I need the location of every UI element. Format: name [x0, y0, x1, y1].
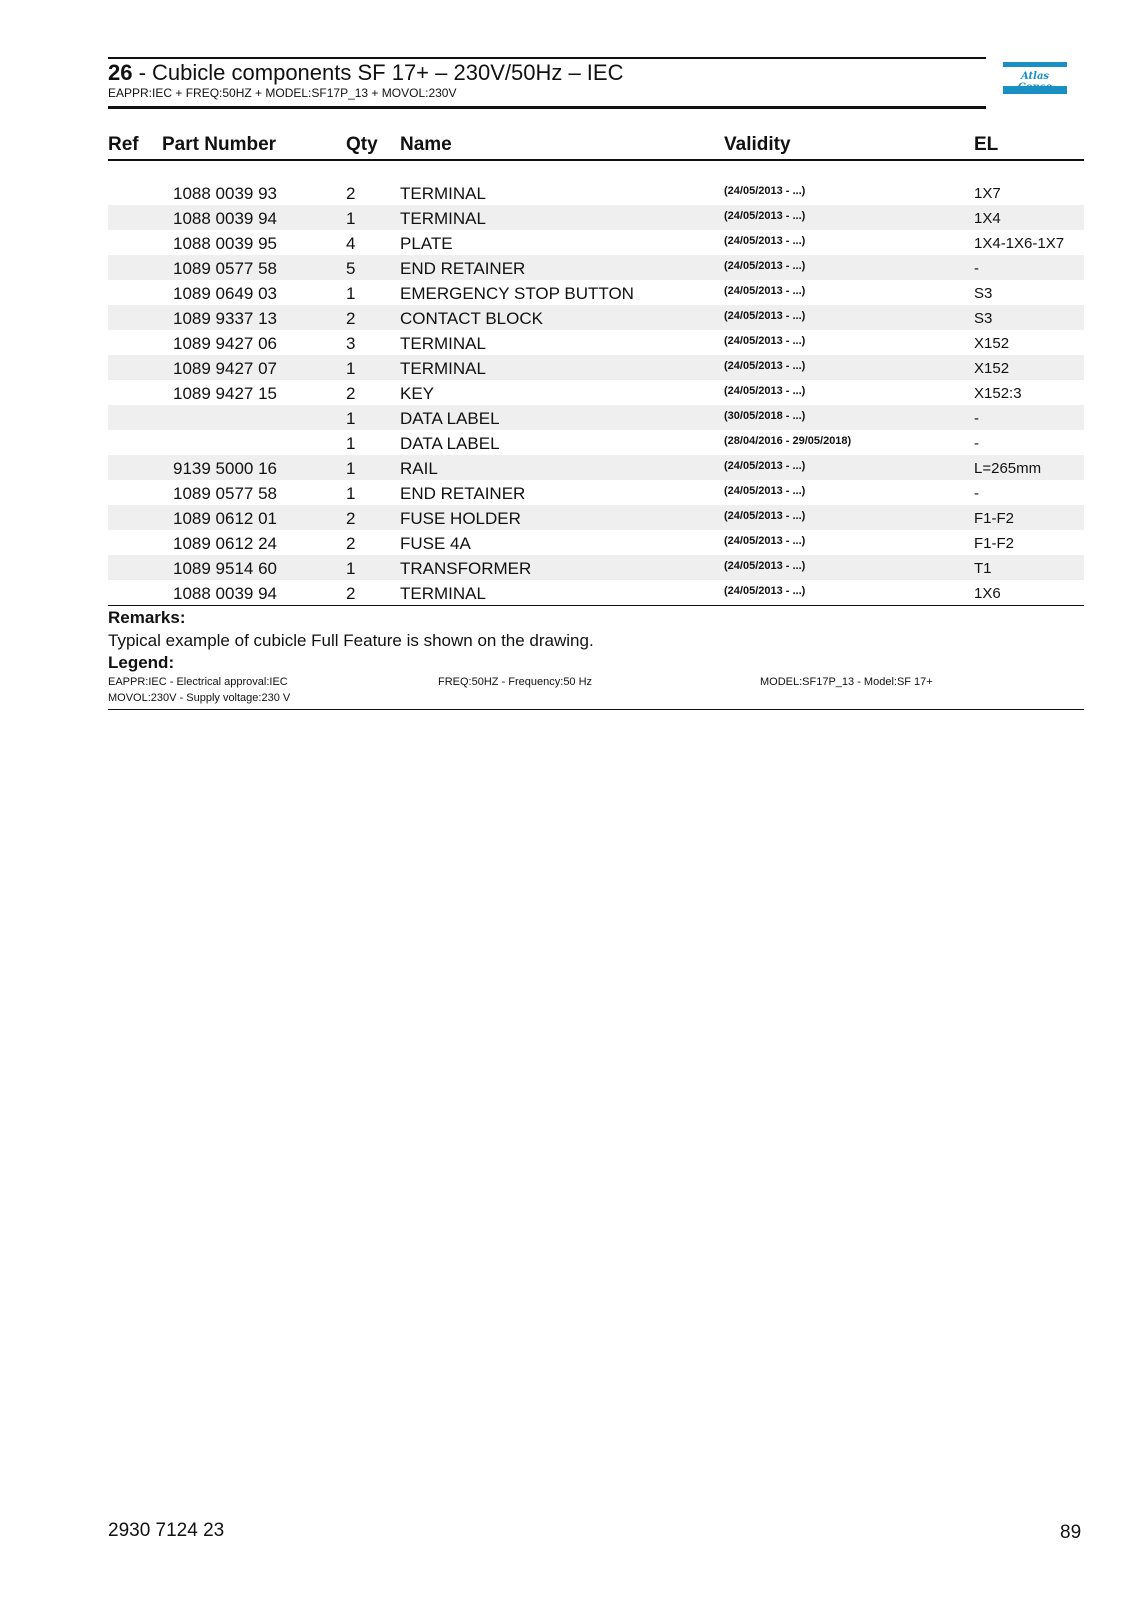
parts-table [108, 131, 1084, 603]
cell-qty: 1 [346, 559, 356, 578]
page-number: 89 [1060, 1522, 1082, 1543]
cell-validity: (24/05/2013 - ...) [724, 510, 806, 522]
legend-item: FREQ:50HZ - Frequency:50 Hz [438, 676, 593, 688]
table-row [108, 280, 1084, 305]
cell-part-number: 1088 0039 93 [173, 184, 277, 203]
cell-part-number: 1089 9427 15 [173, 384, 277, 403]
column-header-el: EL [974, 134, 999, 155]
document-number: 2930 7124 23 [108, 1520, 225, 1541]
cell-qty: 1 [346, 409, 356, 428]
logo-band-top [1003, 62, 1067, 67]
cell-part-number: 1089 0612 24 [173, 534, 277, 553]
cell-el: F1-F2 [974, 510, 1015, 527]
cell-part-number: 1088 0039 94 [173, 209, 277, 228]
cell-part-number: 1089 9427 07 [173, 359, 277, 378]
cell-name: TERMINAL [400, 334, 486, 353]
table-header [108, 131, 1084, 161]
page-header [108, 57, 986, 109]
cell-qty: 1 [346, 209, 356, 228]
cell-el: S3 [974, 310, 993, 327]
cell-el: S3 [974, 285, 993, 302]
cell-qty: 2 [346, 509, 356, 528]
atlas-copco-logo [1003, 62, 1067, 94]
cell-name: END RETAINER [400, 484, 526, 503]
cell-el: 1X7 [974, 185, 1001, 202]
table-row [108, 205, 1084, 230]
cell-part-number: 1089 9514 60 [173, 559, 277, 578]
cell-validity: (24/05/2013 - ...) [724, 560, 806, 572]
table-row [108, 380, 1084, 405]
table-row [108, 305, 1084, 330]
cell-qty: 2 [346, 584, 356, 603]
cell-name: EMERGENCY STOP BUTTON [400, 284, 634, 303]
cell-name: CONTACT BLOCK [400, 309, 543, 328]
cell-el: - [974, 260, 979, 277]
table-row [108, 355, 1084, 380]
table-body [108, 180, 1084, 605]
cell-validity: (24/05/2013 - ...) [724, 235, 806, 247]
cell-qty: 2 [346, 534, 356, 553]
legend-item: MODEL:SF17P_13 - Model:SF 17+ [760, 676, 933, 688]
cell-name: TERMINAL [400, 359, 486, 378]
cell-part-number: 1088 0039 95 [173, 234, 277, 253]
column-header-part-number: Part Number [162, 134, 277, 155]
table-row [108, 230, 1084, 255]
column-header-name: Name [400, 134, 452, 155]
cell-part-number: 9139 5000 16 [173, 459, 277, 478]
remarks-heading: Remarks: [108, 608, 186, 627]
cell-part-number: 1089 9337 13 [173, 309, 277, 328]
cell-el: - [974, 485, 979, 502]
cell-validity: (24/05/2013 - ...) [724, 285, 806, 297]
cell-validity: (24/05/2013 - ...) [724, 210, 806, 222]
cell-el: 1X4-1X6-1X7 [974, 235, 1065, 252]
cell-part-number: 1089 0577 58 [173, 484, 277, 503]
cell-name: PLATE [400, 234, 453, 253]
cell-name: TRANSFORMER [400, 559, 532, 578]
section-subtitle: EAPPR:IEC + FREQ:50HZ + MODEL:SF17P_13 + MOVOL:230V [108, 86, 457, 100]
cell-name: FUSE HOLDER [400, 509, 521, 528]
cell-qty: 1 [346, 434, 356, 453]
cell-part-number: 1089 0577 58 [173, 259, 277, 278]
table-row [108, 555, 1084, 580]
cell-validity: (24/05/2013 - ...) [724, 460, 806, 472]
table-row [108, 530, 1084, 555]
section-title [108, 61, 623, 85]
cell-name: TERMINAL [400, 584, 486, 603]
legend-heading: Legend: [108, 653, 175, 672]
table-row [108, 505, 1084, 530]
cell-part-number: 1089 9427 06 [173, 334, 277, 353]
cell-validity: (24/05/2013 - ...) [724, 185, 806, 197]
cell-el: X152:3 [974, 385, 1022, 402]
cell-qty: 1 [346, 284, 356, 303]
section-title-text: - Cubicle components SF 17+ – 230V/50Hz – IEC [132, 60, 624, 85]
cell-validity: (24/05/2013 - ...) [724, 485, 806, 497]
cell-validity: (24/05/2013 - ...) [724, 335, 806, 347]
table-row [108, 480, 1084, 505]
section-number: 26 [108, 60, 133, 85]
remarks-text: Typical example of cubicle Full Feature is shown on the drawing. [108, 631, 594, 650]
cell-part-number: 1089 0649 03 [173, 284, 277, 303]
cell-validity: (24/05/2013 - ...) [724, 260, 806, 272]
cell-el: X152 [974, 360, 1010, 377]
cell-qty: 2 [346, 184, 356, 203]
cell-qty: 1 [346, 359, 356, 378]
cell-name: FUSE 4A [400, 534, 471, 553]
table-row [108, 430, 1084, 455]
cell-validity: (24/05/2013 - ...) [724, 535, 806, 547]
cell-qty: 3 [346, 334, 356, 353]
cell-el: T1 [974, 560, 992, 577]
cell-qty: 4 [346, 234, 356, 253]
cell-el: - [974, 435, 979, 452]
cell-validity: (28/04/2016 - 29/05/2018) [724, 435, 852, 447]
table-bottom-rule [108, 605, 1084, 606]
cell-part-number: 1088 0039 94 [173, 584, 277, 603]
cell-el: - [974, 410, 979, 427]
cell-validity: (24/05/2013 - ...) [724, 310, 806, 322]
logo-wordmark: Atlas [1020, 71, 1050, 82]
cell-qty: 2 [346, 384, 356, 403]
cell-qty: 2 [346, 309, 356, 328]
logo-band-bottom [1003, 86, 1067, 94]
cell-el: 1X6 [974, 585, 1001, 602]
table-row [108, 330, 1084, 355]
table-row [108, 455, 1084, 480]
table-row [108, 255, 1084, 280]
legend-bottom-rule [108, 709, 1084, 710]
cell-el: X152 [974, 335, 1010, 352]
cell-name: RAIL [400, 459, 438, 478]
cell-el: F1-F2 [974, 535, 1015, 552]
legend-item: MOVOL:230V - Supply voltage:230 V [108, 692, 291, 704]
cell-validity: (24/05/2013 - ...) [724, 360, 806, 372]
cell-el: 1X4 [974, 210, 1001, 227]
cell-qty: 5 [346, 259, 356, 278]
table-row [108, 580, 1084, 605]
cell-validity: (24/05/2013 - ...) [724, 385, 806, 397]
cell-name: TERMINAL [400, 184, 486, 203]
legend-item: EAPPR:IEC - Electrical approval:IEC [108, 676, 288, 688]
cell-name: KEY [400, 384, 435, 403]
cell-name: DATA LABEL [400, 409, 500, 428]
cell-name: END RETAINER [400, 259, 526, 278]
cell-el: L=265mm [974, 460, 1042, 477]
cell-name: TERMINAL [400, 209, 486, 228]
cell-validity: (30/05/2018 - ...) [724, 410, 806, 422]
table-row [108, 405, 1084, 430]
cell-name: DATA LABEL [400, 434, 500, 453]
table-row [108, 180, 1084, 205]
cell-validity: (24/05/2013 - ...) [724, 585, 806, 597]
column-header-qty: Qty [346, 134, 378, 155]
cell-qty: 1 [346, 484, 356, 503]
cell-qty: 1 [346, 459, 356, 478]
column-header-validity: Validity [724, 134, 791, 155]
cell-part-number: 1089 0612 01 [173, 509, 277, 528]
column-header-ref: Ref [108, 134, 139, 155]
